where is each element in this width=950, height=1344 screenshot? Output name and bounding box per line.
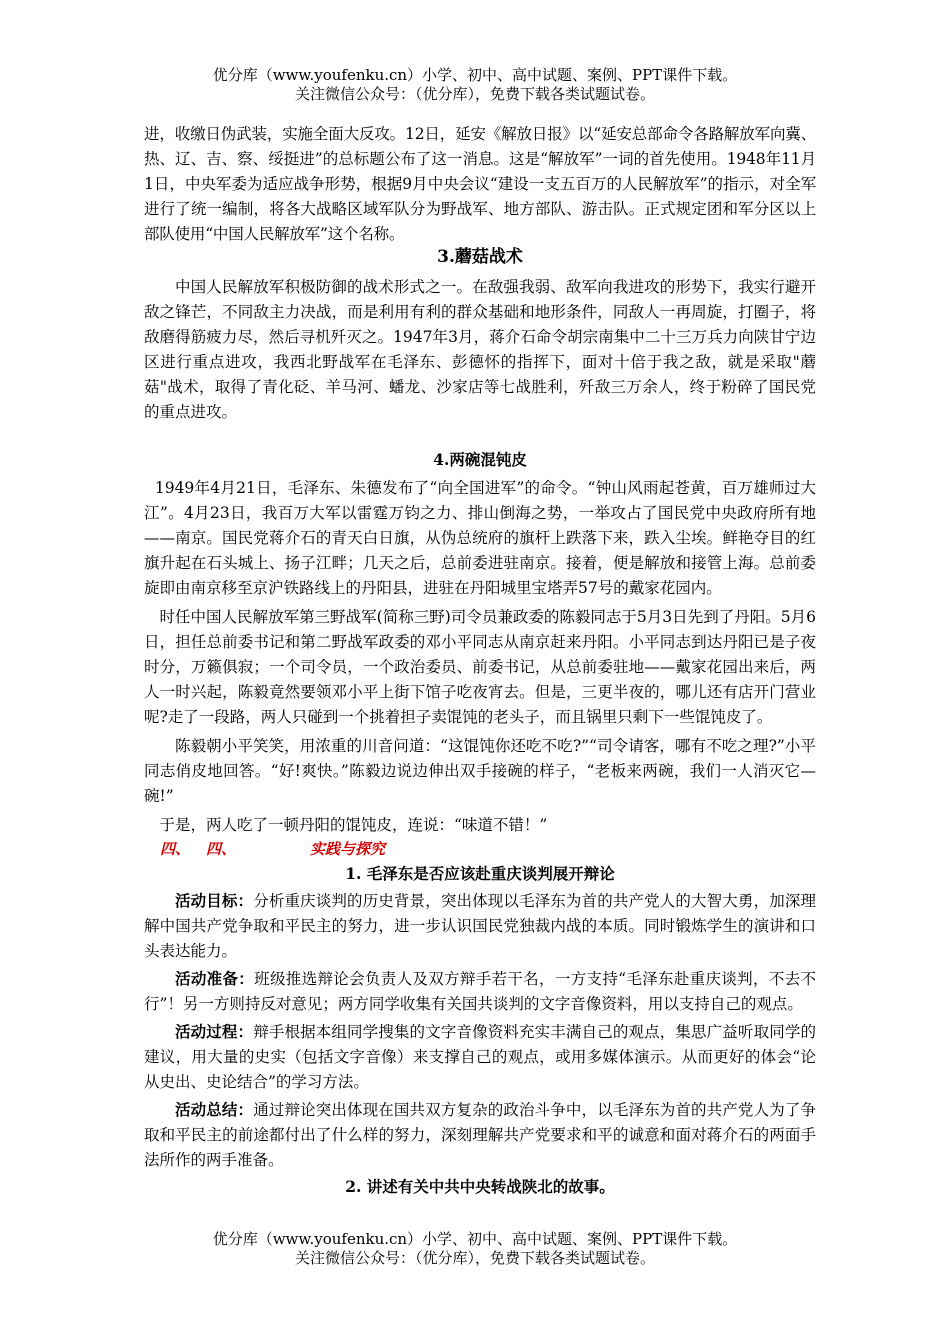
practice-number-1: 四、: [160, 840, 191, 858]
section-3-paragraph: 中国人民解放军积极防御的战术形式之一。在敌强我弱、敌军向我进攻的形势下，我实行避开敌之锋芒，不同敌主力决战，而是利用有利的群众基础和地形条件，同敌人一再周旋，打圈子，将敌磨得筋疲力尽，然后寻机歼灭之。1947年3月，蒋介石命令胡宗南集中二十三万兵力向陕甘宁边区进行重点进攻，我西北野战军在毛泽东、彭德怀的指挥下，面对十倍于我之敌，就是采取"蘑菇"战术，取得了青化砭、羊马河、蟠龙、沙家店等七战胜利，歼敌三万余人，终于粉碎了国民党的重点进攻。: [144, 278, 816, 421]
activity-prep: [144, 966, 816, 1017]
practice-item-1-title: 1. 毛泽东是否应该赴重庆谈判展开辩论: [345, 864, 615, 883]
activity-prep-text: 班级推选辩论会负责人及双方辩手若干名，一方支持“毛泽东赴重庆谈判，不去不行”！另一方则持反对意见；两方同学收集有关国共谈判的文字音像资料，用以支持自己的观点。: [144, 970, 816, 1013]
section-4-paragraph-2: 时任中国人民解放军第三野战军(简称三野)司令员兼政委的陈毅同志于5月3日先到了丹阳。5月6日，担任总前委书记和第二野战军政委的邓小平同志从南京赶来丹阳。小平同志到达丹阳已是子夜时分，万籁俱寂；一个司令员，一个政治委员、前委书记，从总前委驻地——戴家花园出来后，两人一时兴起，陈毅竟然要领邓小平上街下馆子吃夜宵去。但是，三更半夜的，哪儿还有店开门营业呢?走了一段路，两人只碰到一个挑着担子卖馄饨的老头子，而且锅里只剩下一些馄饨皮了。: [144, 608, 816, 726]
practice-heading: [144, 838, 816, 860]
activity-prep-label: 活动准备：: [175, 969, 255, 988]
practice-item-2-title: 2. 讲述有关中共中央转战陕北的故事。: [345, 1177, 615, 1196]
activity-summary-text: 通过辩论突出体现在国共双方复杂的政治斗争中，以毛泽东为首的共产党人为了争取和平民主的前途都付出了什么样的努力，深刻理解共产党要求和平的诚意和面对蒋介石的两面手法所作的两手准备。: [144, 1101, 816, 1169]
activity-process: [144, 1019, 816, 1095]
activity-goal-text: 分析重庆谈判的历史背景，突出体现以毛泽东为首的共产党人的大智大勇，加深理解中国共产党争取和平民主的努力，进一步认识国民党独裁内战的本质。同时锻炼学生的演讲和口头表达能力。: [144, 892, 816, 960]
activity-process-label: 活动过程：: [175, 1022, 254, 1041]
section-4-paragraph-3: 陈毅朝小平笑笑，用浓重的川音问道：“这馄饨你还吃不吃?”“司令请客，哪有不吃之理?”小平同志俏皮地回答。“好!爽快。”陈毅边说边伸出双手接碗的样子，“老板来两碗，我们一人消灭它—碗!”: [144, 737, 816, 805]
document-body: [144, 122, 816, 1199]
activity-goal-label: 活动目标：: [175, 891, 254, 910]
header-line-1: 优分库（www.youfenku.cn）小学、初中、高中试题、案例、PPT课件下载。: [212, 66, 738, 84]
footer-line-1: 优分库（www.youfenku.cn）小学、初中、高中试题、案例、PPT课件下载。: [212, 1230, 738, 1248]
intro-paragraph: 进，收缴日伪武装，实施全面大反攻。12日，延安《解放日报》以“延安总部命令各路解放军向冀、热、辽、吉、察、绥挺进”的总标题公布了这一消息。这是“解放军”一词的首先使用。1948年11月1日，中央军委为适应战争形势，根据9月中央会议“建设一支五百万的人民解放军”的指示，对全军进行了统一编制，将各大战略区域军队分为野战军、地方部队、游击队。正式规定团和军分区以上部队使用“中国人民解放军”这个名称。: [144, 125, 816, 243]
activity-summary: [144, 1097, 816, 1173]
footer-line-2: 关注微信公众号：（优分库），免费下载各类试题试卷。: [294, 1249, 655, 1267]
page-footer: [0, 1230, 950, 1268]
page-header: [0, 66, 950, 104]
practice-number-2: 四、: [206, 840, 237, 858]
practice-title: 实践与探究: [310, 840, 386, 858]
header-line-2: 关注微信公众号：（优分库），免费下载各类试题试卷。: [294, 85, 655, 103]
activity-summary-label: 活动总结：: [175, 1100, 254, 1119]
section-3-title: 3.蘑菇战术: [437, 247, 523, 267]
activity-process-text: 辩手根据本组同学搜集的文字音像资料充实丰满自己的观点，集思广益听取同学的建议，用大量的史实（包括文字音像）来支撑自己的观点，或用多媒体演示。从而更好的体会“论从史出、史论结合”的学习方法。: [144, 1023, 816, 1091]
section-4-title: 4.两碗混钝皮: [433, 450, 527, 469]
section-4-paragraph-1: 1949年4月21日，毛泽东、朱德发布了“向全国进军”的命令。“钟山风雨起苍黄，百万雄师过大江”。4月23日，我百万大军以雷霆万钧之力、排山倒海之势，一举攻占了国民党中央政府所有地——南京。国民党蒋介石的青天白日旗，从伪总统府的旗杆上跌落下来，跌入尘埃。鲜艳夺目的红旗升起在石头城上、扬子江畔；几天之后，总前委进驻南京。接着，便是解放和接管上海。总前委旋即由南京移至京沪铁路线上的丹阳县，进驻在丹阳城里宝塔弄57号的戴家花园内。: [144, 479, 816, 597]
activity-goal: [144, 888, 816, 964]
section-4-paragraph-4: 于是，两人吃了一顿丹阳的馄饨皮，连说：“味道不错！”: [159, 816, 548, 834]
